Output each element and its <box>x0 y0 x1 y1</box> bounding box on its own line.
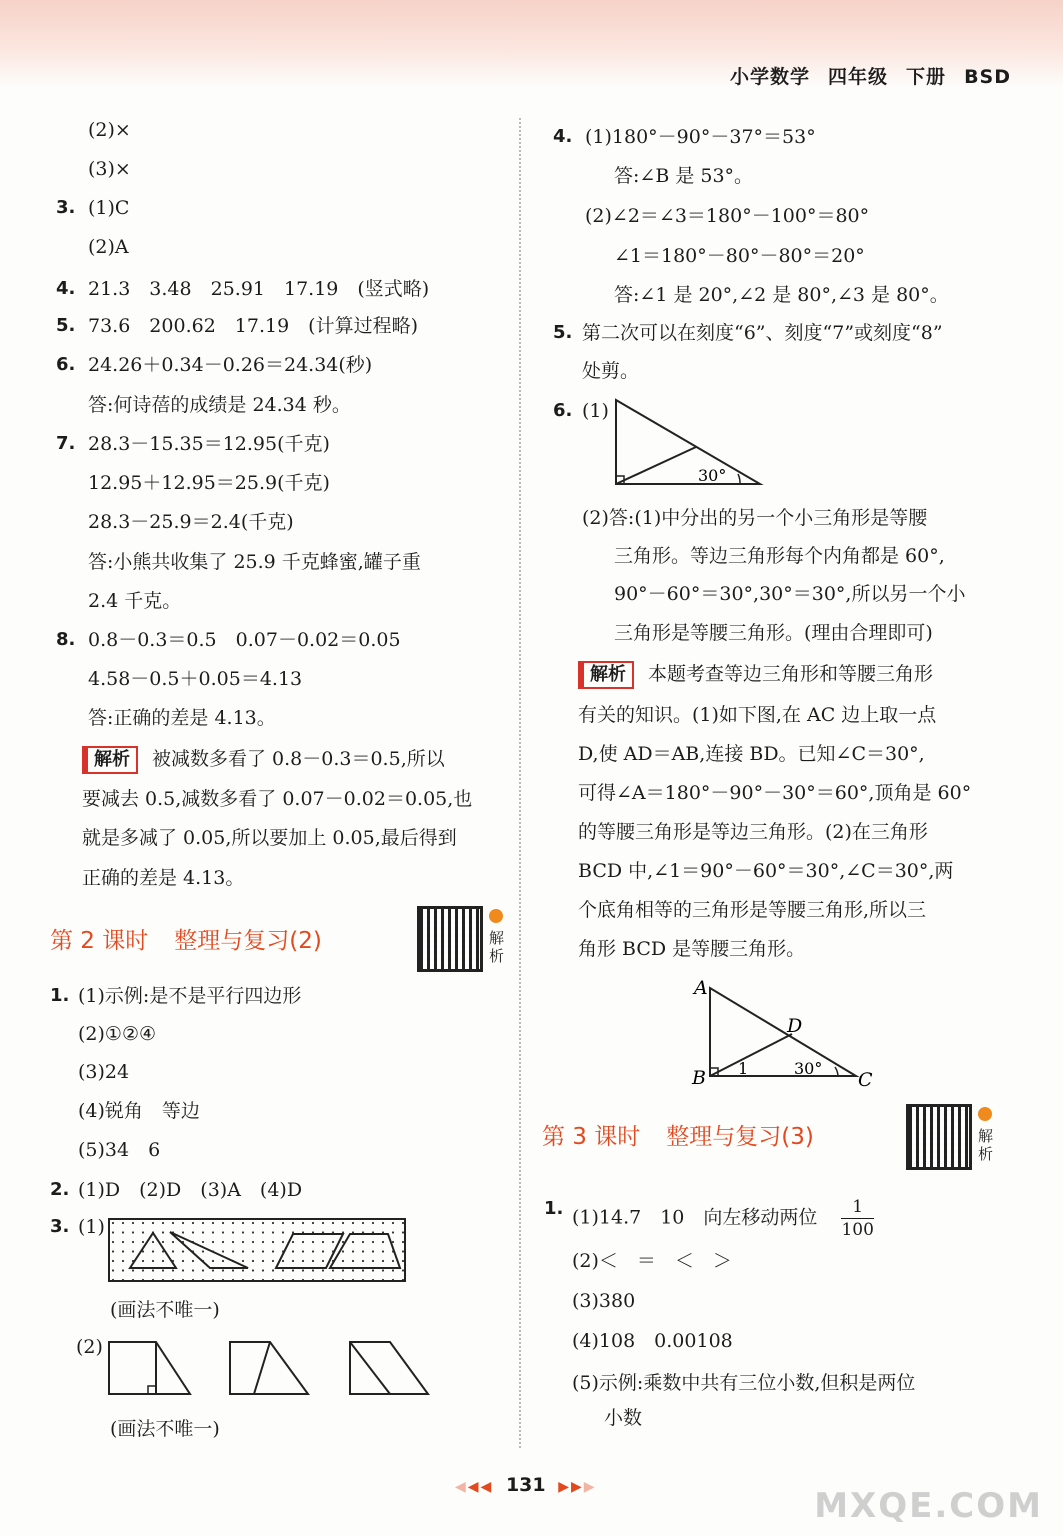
fraction-numerator: 1 <box>852 1197 864 1217</box>
answer-line: (3)24 <box>78 1061 130 1083</box>
analysis-line: 角形 BCD 是等腰三角形。 <box>578 938 806 960</box>
angle-label: 30° <box>794 1059 823 1078</box>
question-number: 7. <box>56 433 76 454</box>
answer-line: (2)＜ ＝ ＜ ＞ <box>572 1250 732 1272</box>
answer-line: 处剪。 <box>582 360 640 382</box>
answer-line: (1) <box>582 400 609 422</box>
answer-line: (2)A <box>88 236 129 258</box>
answer-line: (2)①②④ <box>78 1023 157 1045</box>
analysis-tag: 解析 <box>82 746 138 774</box>
answer-line: (1) <box>78 1216 105 1238</box>
answer-line: 28.3－25.9＝2.4(千克) <box>88 511 294 533</box>
question-number: 6. <box>56 354 76 375</box>
analysis-line: 有关的知识。(1)如下图,在 AC 边上取一点 <box>578 704 937 726</box>
answer-line: 三角形。等边三角形每个内角都是 60°, <box>614 545 945 567</box>
analysis-line: 个底角相等的三角形是等腰三角形,所以三 <box>578 899 927 921</box>
angle-label: 30° <box>698 466 727 485</box>
play-icon[interactable] <box>978 1107 992 1121</box>
answer-line: 24.26＋0.34－0.26＝24.34(秒) <box>88 354 373 376</box>
prev-icon: ◀ <box>455 1479 468 1495</box>
question-number: 1. <box>50 985 70 1006</box>
question-number: 5. <box>553 322 573 343</box>
play-icon[interactable] <box>489 909 503 923</box>
page-number: 131 <box>505 1474 546 1496</box>
answer-line: (1)示例:是不是平行四边形 <box>78 985 302 1007</box>
section-title-lesson-3 <box>542 1118 814 1151</box>
triangle-figure-1 <box>612 396 764 488</box>
answer-line: 小数 <box>604 1407 643 1429</box>
analysis-line: D,使 AD＝AB,连接 BD。已知∠C＝30°, <box>578 743 925 765</box>
edition: BSD <box>964 66 1011 88</box>
answer-line: (2)答:(1)中分出的另一个小三角形是等腰 <box>582 507 928 529</box>
lesson-name: 整理与复习(3) <box>666 1124 814 1150</box>
triangle-figure-2 <box>688 974 884 1090</box>
note: (画法不唯一) <box>110 1418 220 1440</box>
question-number: 8. <box>56 629 76 650</box>
trapezoid-figures <box>106 1338 436 1398</box>
answer-line: 三角形是等腰三角形。(理由合理即可) <box>614 622 933 644</box>
question-number: 6. <box>553 400 573 421</box>
lesson-number: 第 3 课时 <box>542 1124 641 1150</box>
answer-text: (1)14.7 10 向左移动两位 <box>572 1206 818 1229</box>
fraction <box>841 1196 873 1241</box>
question-number: 2. <box>50 1179 70 1200</box>
analysis-text: 本题考查等边三角形和等腰三角形 <box>648 663 934 685</box>
answer-line: 21.3 3.48 25.91 17.19 (竖式略) <box>88 278 430 300</box>
answer-line: 答:∠B 是 53°。 <box>614 165 754 187</box>
answer-line: (5)34 6 <box>78 1139 161 1161</box>
answer-line: 4.58－0.5＋0.05＝4.13 <box>88 668 303 690</box>
subject: 小学数学 <box>730 66 811 88</box>
question-number: 4. <box>56 278 76 299</box>
analysis-text: 被减数多看了 0.8－0.3＝0.5,所以 <box>152 748 445 770</box>
question-number: 3. <box>50 1216 70 1237</box>
analysis-line <box>82 746 445 774</box>
answer-line <box>572 1196 874 1241</box>
angle-label-one: 1 <box>738 1059 749 1078</box>
vertex-label-c: C <box>858 1069 873 1090</box>
analysis-line: BCD 中,∠1＝90°－60°＝30°,∠C＝30°,两 <box>578 860 954 882</box>
answer-line: 0.8－0.3＝0.5 0.07－0.02＝0.05 <box>88 629 401 651</box>
lesson-name: 整理与复习(2) <box>174 928 322 954</box>
question-number: 3. <box>56 197 76 218</box>
lesson-number: 第 2 课时 <box>50 928 149 954</box>
volume: 下册 <box>906 66 947 88</box>
answer-line: (3)380 <box>572 1290 636 1312</box>
answer-line: 73.6 200.62 17.19 (计算过程略) <box>88 315 419 337</box>
vertex-label-a: A <box>694 977 708 999</box>
next-icon: ▶▶ <box>558 1479 584 1495</box>
vertex-label-d: D <box>787 1015 803 1037</box>
answer-line: 答:∠1 是 20°,∠2 是 80°,∠3 是 80°。 <box>614 284 949 306</box>
analysis-line: 的等腰三角形是等边三角形。(2)在三角形 <box>578 821 928 843</box>
answer-line: (3)× <box>88 158 131 180</box>
answer-line: 12.95＋12.95＝25.9(千克) <box>88 472 330 494</box>
analysis-line: 可得∠A＝180°－90°－30°＝60°,顶角是 60° <box>578 782 972 804</box>
answer-line: ∠1＝180°－80°－80°＝20° <box>614 245 865 267</box>
watermark: MXQE.COM <box>814 1486 1043 1526</box>
answer-line: 2.4 千克。 <box>88 590 182 612</box>
question-number: 4. <box>553 126 573 147</box>
answer-line: 第二次可以在刻度“6”、刻度“7”或刻度“8” <box>582 322 943 344</box>
answer-line: (2)× <box>88 119 131 141</box>
qr-label: 解析 <box>978 1127 994 1163</box>
prev-icon: ◀◀ <box>467 1479 494 1495</box>
answer-line: (1)C <box>88 197 130 219</box>
analysis-line <box>578 661 933 689</box>
note: (画法不唯一) <box>110 1299 220 1321</box>
answer-line: 答:正确的差是 4.13。 <box>88 707 276 729</box>
dot-grid-figure <box>108 1218 406 1282</box>
answer-line: (4)锐角 等边 <box>78 1100 200 1122</box>
next-icon: ▶ <box>583 1479 597 1495</box>
grade: 四年级 <box>828 66 889 88</box>
book-info <box>712 62 1011 89</box>
answer-line: (2) <box>76 1336 103 1358</box>
answer-line: (1)D (2)D (3)A (4)D <box>78 1179 303 1201</box>
page-footer <box>455 1474 597 1496</box>
analysis-line: 就是多减了 0.05,所以要加上 0.05,最后得到 <box>82 827 457 849</box>
answer-line: (4)108 0.00108 <box>572 1330 733 1352</box>
answer-line: (2)∠2＝∠3＝180°－100°＝80° <box>585 205 870 227</box>
answer-line: 90°－60°＝30°,30°＝30°,所以另一个小 <box>614 583 966 605</box>
answer-line: (5)示例:乘数中共有三位小数,但积是两位 <box>572 1372 916 1394</box>
column-divider <box>519 118 521 1448</box>
section-title-lesson-2 <box>50 922 322 955</box>
analysis-line: 要减去 0.5,减数多看了 0.07－0.02＝0.05,也 <box>82 788 473 810</box>
question-number: 5. <box>56 315 76 336</box>
question-number: 1. <box>544 1198 564 1219</box>
qr-code[interactable] <box>417 906 483 972</box>
answer-line: 答:何诗蓓的成绩是 24.34 秒。 <box>88 394 351 416</box>
answer-line: 答:小熊共收集了 25.9 千克蜂蜜,罐子重 <box>88 551 421 573</box>
answer-line: (1)180°－90°－37°＝53° <box>585 126 816 148</box>
analysis-tag: 解析 <box>578 661 634 689</box>
answer-line: 28.3－15.35＝12.95(千克) <box>88 433 330 455</box>
vertex-label-b: B <box>692 1067 706 1089</box>
fraction-denominator: 100 <box>841 1220 874 1240</box>
qr-label: 解析 <box>489 929 505 965</box>
qr-code[interactable] <box>906 1104 972 1170</box>
analysis-line: 正确的差是 4.13。 <box>82 867 245 889</box>
